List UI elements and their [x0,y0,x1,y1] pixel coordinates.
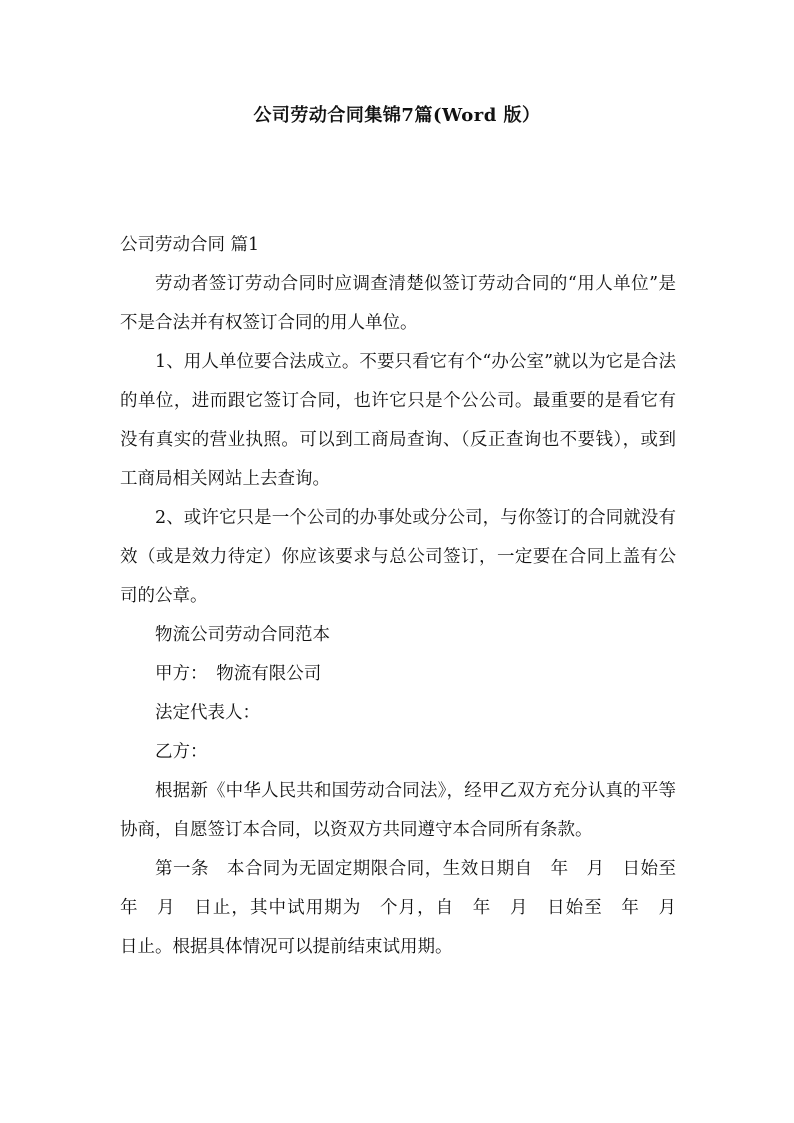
contract-article-1: 第一条 本合同为无固定期限合同，生效日期自 年 月 日始至 年 月 日止，其中试用期为 个月，自 年 月 日始至 年 月 日止。根据具体情况可以提前结束试用期。 [120,859,694,957]
contract-preamble: 根据新《中华人民共和国劳动合同法》，经甲乙双方充分认真的平等协商，自愿签订本合同，以资双方共同遵守本合同所有条款。 [120,781,676,840]
document-title: 公司劳动合同集锦7篇(Word 版） [253,105,541,126]
legal-representative-line: 法定代表人： [155,703,260,723]
paragraph-point-2: 2、或许它只是一个公司的办事处或分公司，与你签订的合同就没有效（或是效力待定）你应该要求与总公司签订，一定要在合同上盖有公司的公章。 [120,508,676,606]
party-b-line: 乙方： [155,742,208,762]
party-a-line: 甲方： 物流有限公司 [155,664,322,684]
document-body [120,226,694,967]
contract-heading: 物流公司劳动合同范本 [155,625,330,645]
paragraph-point-1: 1、用人单位要合法成立。不要只看它有个“办公室”就以为它是合法的单位，进而跟它签订合同，也许它只是个公公司。最重要的是看它有没有真实的营业执照。可以到工商局查询、（反正查询也不要钱），或到工商局相关网站上去查询。 [120,352,676,489]
section-heading: 公司劳动合同 篇1 [120,235,260,255]
paragraph-intro: 劳动者签订劳动合同时应调查清楚似签订劳动合同的“用人单位”是不是合法并有权签订合同的用人单位。 [120,274,676,333]
